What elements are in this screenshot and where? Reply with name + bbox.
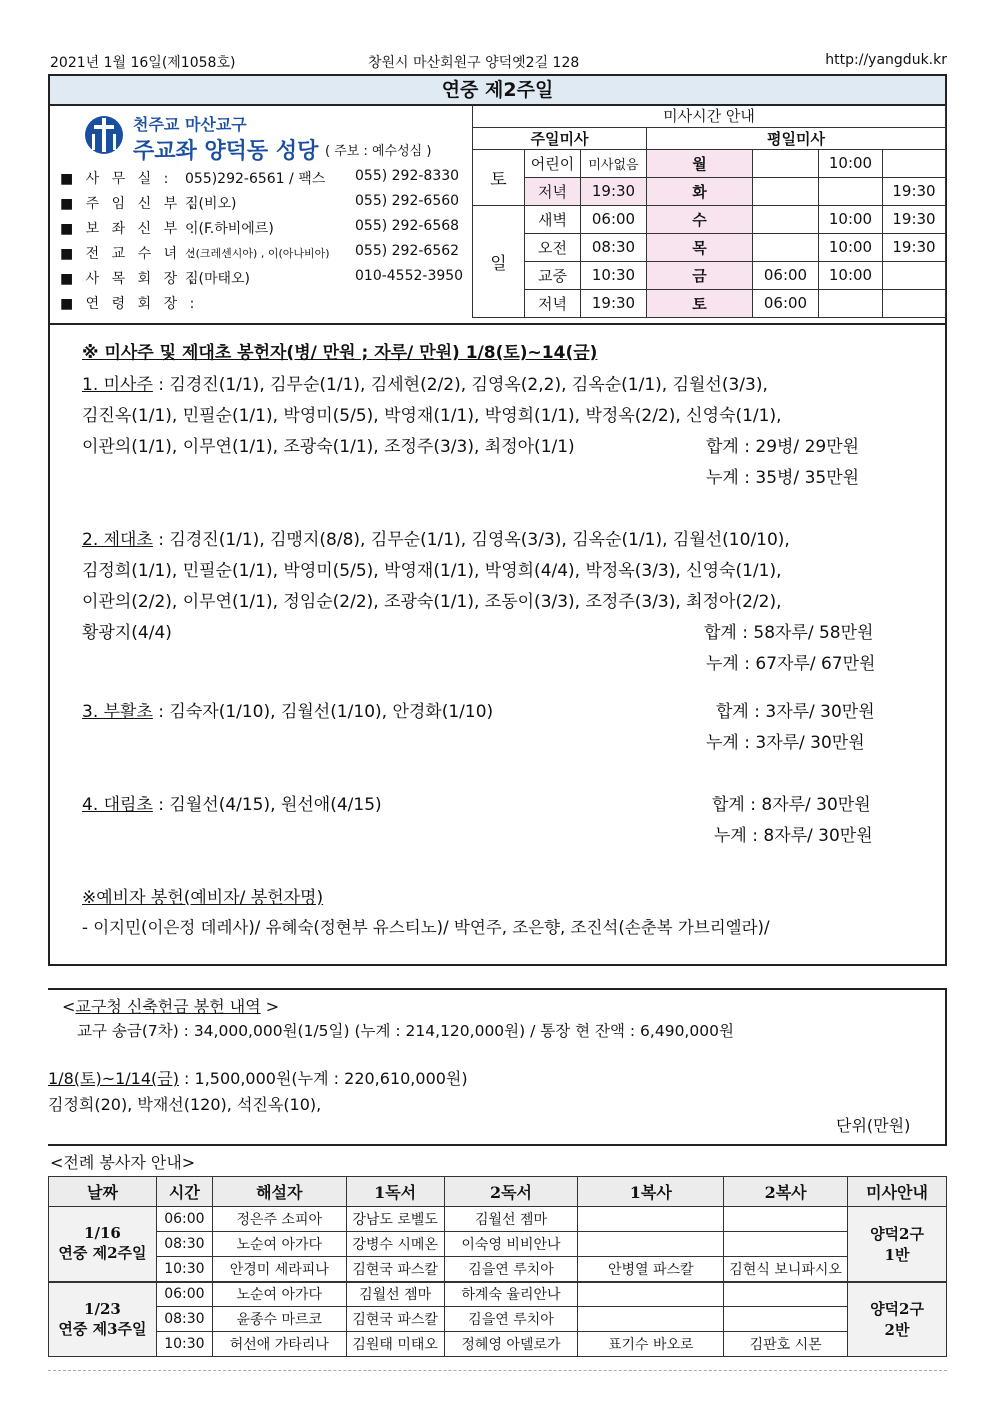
weekday-label: 월 [647, 149, 753, 177]
usher-group: 양덕2구 1반 [848, 1207, 947, 1282]
contact-row: ■ 전 교 수 녀 : 신(크레센시아) , 이(아나비아) 055) 292-6562 [60, 243, 460, 262]
weekday-time: 10:00 [819, 205, 883, 233]
offerings-heading: ※ 미사주 및 제대초 봉헌자(병/ 만원 ; 자루/ 만원) 1/8(토)~14(금) [82, 343, 598, 363]
section-candle-line: 이관의(2/2), 이무연(1/1), 정임순(2/2), 조광숙(1/1), 조동이(3/3), 조정주(3/3), 최정아(2/2), [82, 592, 782, 612]
mass-schedule-table [472, 105, 946, 318]
building-fund-heading: <교구청 신축헌금 봉헌 내역 > [62, 997, 280, 1016]
advent-sum: 합계 : 8자루/ 30만원 [712, 795, 871, 815]
table-row: 08:30 윤종수 마르코 김현국 파스칼 김을연 루치아 [49, 1307, 947, 1332]
weekday-time: 06:00 [753, 261, 819, 289]
service-date: 1/23 연중 제3주일 [49, 1282, 157, 1357]
sunday-mass-time: 06:00 [581, 205, 647, 233]
weekday-label: 토 [647, 289, 753, 317]
fund-period: 1/8(토)~1/14(금) : 1,500,000원(누계 : 220,610,000원) [48, 1069, 468, 1088]
section-candle-line: 김정희(1/1), 민필순(1/1), 박영미(5/5), 박영재(1/1), 박영희(4/4), 박정옥(3/3), 신영숙(1/1), [82, 561, 782, 581]
weekday-label: 목 [647, 233, 753, 261]
col-server1: 1복사 [578, 1177, 724, 1207]
weekday-time [753, 205, 819, 233]
table-row: 08:30 노순여 아가다 강병수 시메온 이숙영 비비안나 [49, 1232, 947, 1257]
col-reading2: 2독서 [444, 1177, 578, 1207]
fund-unit: 단위(만원) [836, 1116, 911, 1135]
sunday-mass-time: 08:30 [581, 233, 647, 261]
col-usher: 미사안내 [848, 1177, 947, 1207]
sunday-mass-name: 저녁 [525, 289, 581, 317]
weekday-time [819, 289, 883, 317]
sunday-mass-time: 10:30 [581, 261, 647, 289]
weekday-time: 19:30 [883, 233, 946, 261]
weekday-time: 19:30 [883, 205, 946, 233]
table-row: 1/23 연중 제3주일 06:00 노순여 아가다 김월선 젬마 하계숙 율리안나 양덕2구 2반 [49, 1282, 947, 1307]
sunday-mass-name: 새벽 [525, 205, 581, 233]
liturgy-heading: <전례 봉사자 안내> [50, 1153, 196, 1172]
weekday-time [753, 233, 819, 261]
table-row: 10:30 안경미 세라피나 김현국 파스칼 김을연 루치아 안병열 파스칼 김현식 보니파시오 [49, 1257, 947, 1282]
top-line [50, 52, 947, 72]
weekday-time [753, 149, 819, 177]
weekday-time [753, 177, 819, 205]
section-candle-line: 황광지(4/4) [82, 623, 172, 643]
col-reading1: 1독서 [346, 1177, 444, 1207]
diocese-remittance: 교구 송금(7차) : 34,000,000원(1/5일) (누계 : 214,120,000원) / 통장 현 잔액 : 6,490,000원 [77, 1022, 734, 1040]
contact-row: ■ 사 목 회 장 : 김(마태오) 010-4552-3950 [60, 268, 464, 287]
wine-sum: 합계 : 29병/ 29만원 [706, 437, 860, 457]
section-candle: 2. 제대초 : 김경진(1/1), 김맹지(8/8), 김무순(1/1), 김영옥(3/3), 김옥순(1/1), 김월선(10/10), [82, 530, 790, 550]
sunday-mass-name: 어린이 [525, 149, 581, 177]
easter-sum: 합계 : 3자루/ 30만원 [716, 702, 875, 722]
contact-row: ■ 사 무 실 : 055)292-6561 / 팩스 055) 292-8330 [60, 168, 460, 187]
wine-cumulative: 누계 : 35병/ 35만원 [706, 468, 860, 488]
col-time: 시간 [156, 1177, 212, 1207]
weekday-time: 19:30 [883, 177, 946, 205]
contact-row: ■ 보 좌 신 부 : 이(F.하비에르) 055) 292-6568 [60, 218, 460, 237]
section-wine-line: 김진옥(1/1), 민필순(1/1), 박영미(5/5), 박영재(1/1), 박영희(1/1), 박정옥(2/2), 신영숙(1/1), [82, 406, 782, 426]
section-easter-candle: 3. 부활초 : 김숙자(1/10), 김월선(1/10), 안경화(1/10) [82, 702, 494, 722]
mass-schedule-title: 미사시간 안내 [473, 105, 946, 127]
col-date: 날짜 [49, 1177, 157, 1207]
weekday-time [819, 177, 883, 205]
section-wine: 1. 미사주 : 김경진(1/1), 김무순(1/1), 김세현(2/2), 김영옥(2,2), 김옥순(1/1), 김월선(3/3), [82, 375, 768, 395]
weekday-time: 10:00 [819, 261, 883, 289]
weekday-time: 10:00 [819, 233, 883, 261]
weekday-time [883, 261, 946, 289]
table-row: 10:30 허선애 가타리나 김원태 미태오 정혜영 아델로가 표기수 바오로 김판호 시몬 [49, 1332, 947, 1357]
liturgy-table [48, 1176, 947, 1357]
candle-sum: 합계 : 58자루/ 58만원 [704, 623, 874, 643]
usher-group: 양덕2구 2반 [848, 1282, 947, 1357]
contact-row: ■ 연 령 회 장 : [60, 296, 199, 312]
weekday-label: 화 [647, 177, 753, 205]
catechumen-list: - 이지민(이은정 데레사)/ 유혜숙(정현부 유스티노)/ 박연주, 조은향, 조진석(손춘복 가브리엘라)/ [82, 918, 770, 937]
easter-cumulative: 누계 : 3자루/ 30만원 [706, 733, 865, 753]
section-wine-line: 이관의(1/1), 이무연(1/1), 조광숙(1/1), 조정주(3/3), 최정아(1/1) [82, 437, 575, 457]
parish-url[interactable]: http://yangduk.kr [825, 52, 947, 68]
table-row: 1/16 연중 제2주일 06:00 정은주 소피아 강남도 로벨도 김월선 젬마 양덕2구 1반 [49, 1207, 947, 1232]
sunday-label: 일 [473, 205, 525, 317]
col-narrator: 해설자 [212, 1177, 346, 1207]
fund-donors: 김정희(20), 박재선(120), 석진옥(10), [48, 1095, 322, 1114]
sunday-mass-time: 19:30 [581, 289, 647, 317]
patron-saint: ( 주보 : 예수성심 ) [325, 144, 432, 159]
sunday-mass-name: 교중 [525, 261, 581, 289]
sunday-mass-name: 저녁 [525, 177, 581, 205]
weekday-label: 금 [647, 261, 753, 289]
advent-cumulative: 누계 : 8자루/ 30만원 [714, 826, 873, 846]
saturday-label: 토 [473, 149, 525, 205]
section-advent-candle: 4. 대림초 : 김월선(4/15), 원선애(4/15) [82, 795, 382, 815]
bottom-divider [48, 1370, 947, 1371]
contact-row: ■ 주 임 신 부 : 김(비오) 055) 292-6560 [60, 193, 460, 212]
sunday-mass-header: 주일미사 [473, 127, 647, 149]
catechumen-heading: ※예비자 봉헌(예비자/ 봉헌자명) [82, 888, 324, 908]
brand-parish: 주교좌 양덕동 성당 [133, 139, 319, 164]
sunday-mass-time: 19:30 [581, 177, 647, 205]
brand-diocese: 천주교 마산교구 [133, 115, 247, 134]
service-date: 1/16 연중 제2주일 [49, 1207, 157, 1282]
sunday-mass-name: 오전 [525, 233, 581, 261]
parish-logo-icon [84, 112, 124, 158]
col-server2: 2복사 [724, 1177, 848, 1207]
parish-address: 창원시 마산회원구 양덕옛2길 128 [368, 55, 580, 71]
weekday-label: 수 [647, 205, 753, 233]
weekday-time: 06:00 [753, 289, 819, 317]
issue-date: 2021년 1월 16일(제1058호) [50, 55, 236, 71]
page-title: 연중 제2주일 [48, 74, 947, 106]
weekday-time [883, 149, 946, 177]
weekday-time: 10:00 [819, 149, 883, 177]
sunday-mass-time: 미사없음 [581, 149, 647, 177]
candle-cumulative: 누계 : 67자루/ 67만원 [706, 654, 876, 674]
weekday-mass-header: 평일미사 [647, 127, 946, 149]
weekday-time [883, 289, 946, 317]
